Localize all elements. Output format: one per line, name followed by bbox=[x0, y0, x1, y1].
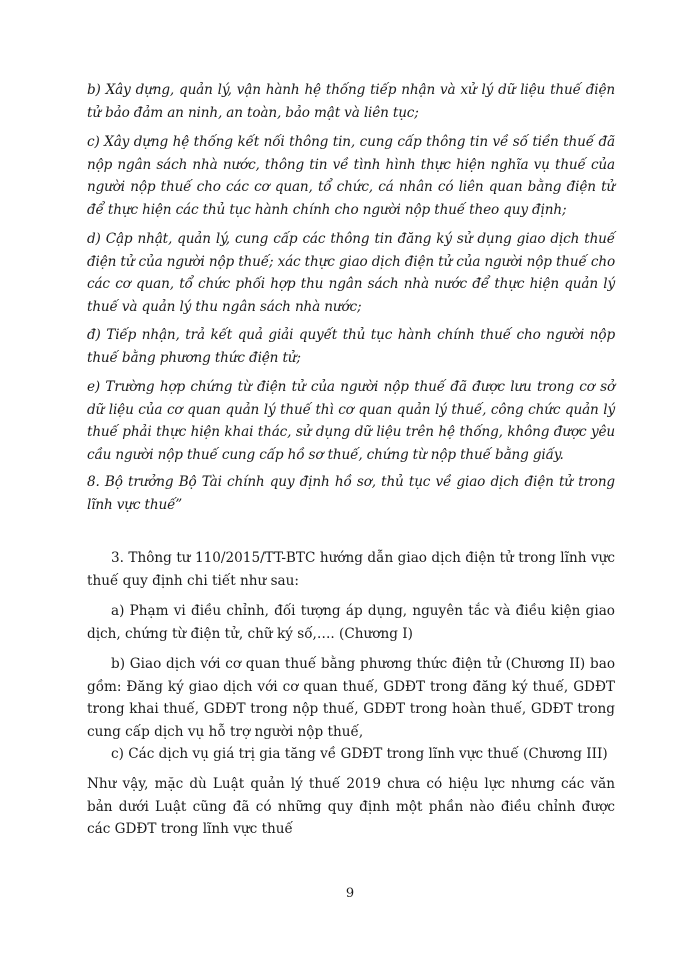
body-paragraph-3: 3. Thông tư 110/2015/TT-BTC hướng dẫn giao dịch điện tử trong lĩnh vực thuế quy định chi tiết như sau: bbox=[87, 550, 615, 589]
conclusion-paragraph: Như vậy, mặc dù Luật quản lý thuế 2019 chưa có hiệu lực nhưng các văn bản dưới Luật cũng đã có những quy định một phần nào điều chỉnh được các GDĐT trong lĩnh vực thuế bbox=[87, 776, 615, 837]
body-paragraph-b: b) Giao dịch với cơ quan thuế bằng phương thức điện tử (Chương II) bao gồm: Đăng ký giao dịch với cơ quan thuế, GDĐT trong đăng ký thuế, GDĐT trong khai thuế, GDĐT trong nộp thuế, GDĐT trong hoàn thuế, GDĐT trong cung cấp dịch vụ hỗ trợ người nộp thuế, bbox=[87, 656, 615, 740]
quoted-item-8: 8. Bộ trưởng Bộ Tài chính quy định hồ sơ, thủ tục về giao dịch điện tử trong lĩnh vực thuế” bbox=[87, 474, 615, 513]
body-paragraph-c: c) Các dịch vụ giá trị gia tăng về GDĐT trong lĩnh vực thuế (Chương III) bbox=[111, 746, 608, 762]
quoted-item-b: b) Xây dựng, quản lý, vận hành hệ thống tiếp nhận và xử lý dữ liệu thuế điện tử bảo đảm an ninh, an toàn, bảo mật và liên tục; bbox=[87, 82, 615, 121]
page-number: 9 bbox=[345, 886, 355, 901]
body-paragraph-a: a) Phạm vi điều chỉnh, đối tượng áp dụng, nguyên tắc và điều kiện giao dịch, chứng từ điện tử, chữ ký số,…. (Chương I) bbox=[87, 603, 615, 642]
quoted-item-dd: đ) Tiếp nhận, trả kết quả giải quyết thủ tục hành chính thuế cho người nộp thuế bằng phương thức điện tử; bbox=[87, 327, 615, 366]
quoted-item-c: c) Xây dựng hệ thống kết nối thông tin, cung cấp thông tin về số tiền thuế đã nộp ngân sách nhà nước, thông tin về tình hình thực hiện nghĩa vụ thuế của người nộp thuế cho các cơ quan, tổ chức, cá nhân có liên quan bằng điện tử để thực hiện các thủ tục hành chính cho người nộp thuế theo quy định; bbox=[87, 134, 615, 218]
quoted-item-d: d) Cập nhật, quản lý, cung cấp các thông tin đăng ký sử dụng giao dịch thuế điện tử của người nộp thuế; xác thực giao dịch điện tử của người nộp thuế cho các cơ quan, tổ chức phối hợp thu ngân sách nhà nước để thực hiện quản lý thuế và quản lý thu ngân sách nhà nước; bbox=[87, 231, 615, 315]
quoted-item-e: e) Trường hợp chứng từ điện tử của người nộp thuế đã được lưu trong cơ sở dữ liệu của cơ quan quản lý thuế thì cơ quan quản lý thuế, công chức quản lý thuế phải thực hiện khai thác, sử dụng dữ liệu trên hệ thống, không được yêu cầu người nộp thuế cung cấp hồ sơ thuế, chứng từ nộp thuế bằng giấy. bbox=[87, 379, 615, 463]
